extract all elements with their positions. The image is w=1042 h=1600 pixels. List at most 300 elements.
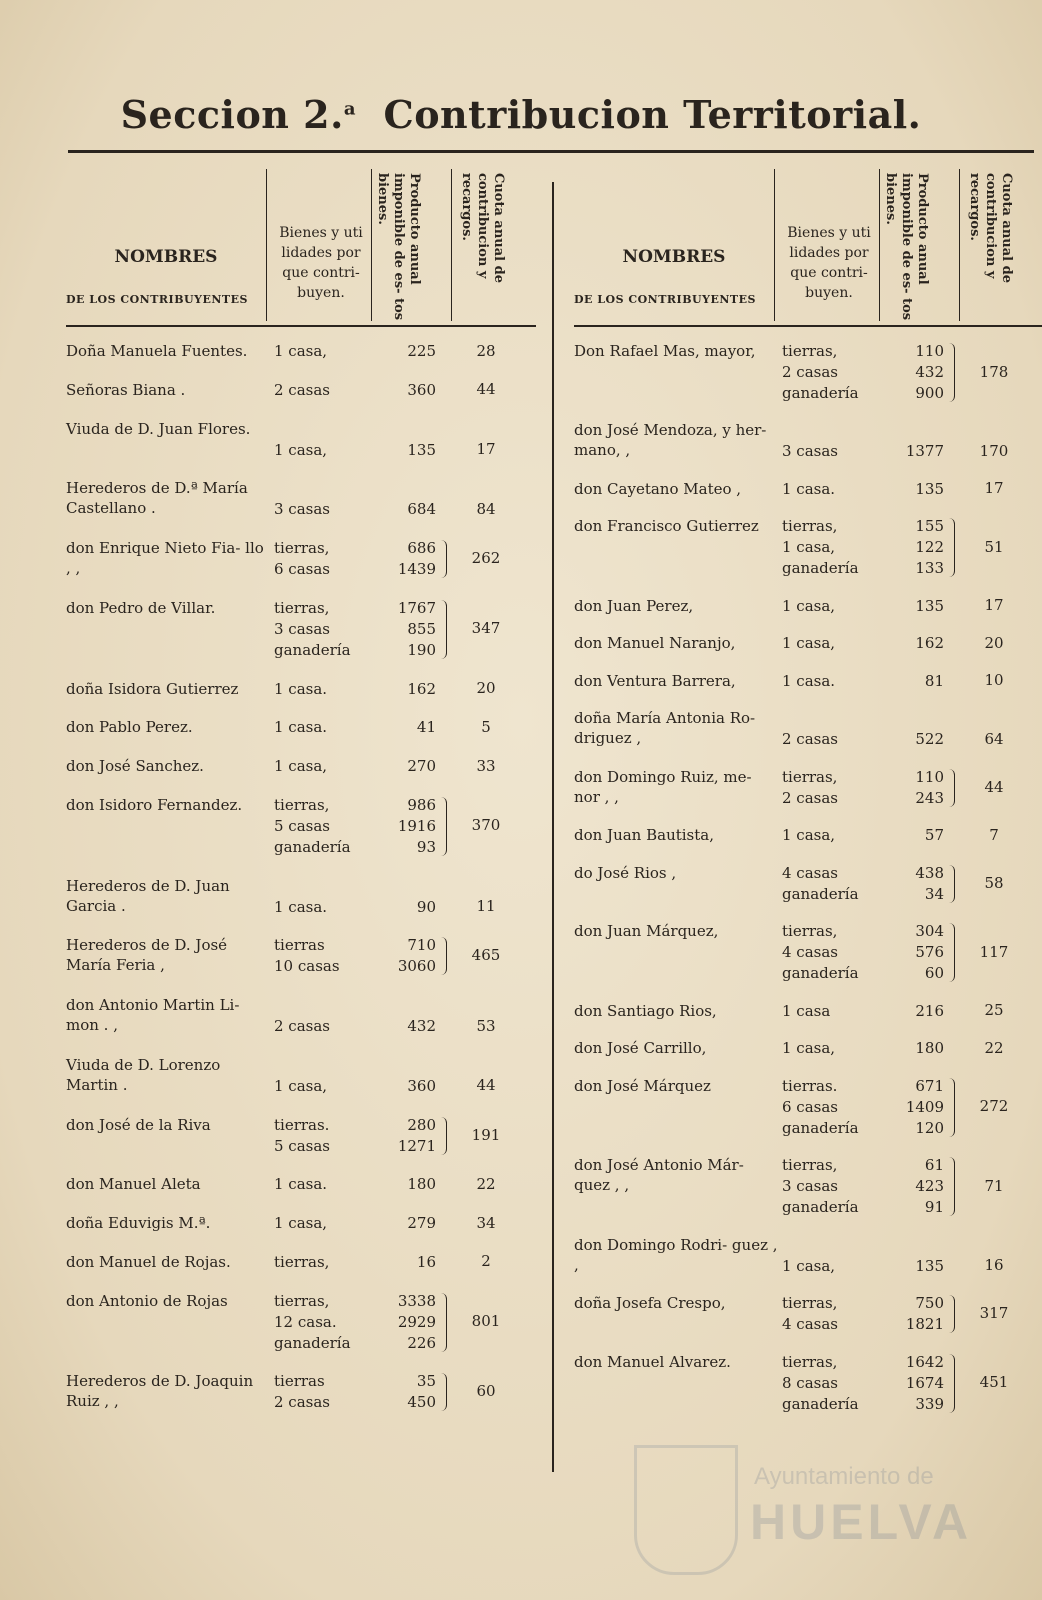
- goods-cell: [274, 538, 384, 580]
- goods-item: 1 casa.: [782, 479, 836, 498]
- contributor-name: Herederos de D. José María Feria ,: [66, 936, 228, 975]
- goods-item: 1 casa,: [274, 440, 328, 459]
- goods-cell: [274, 499, 384, 520]
- quota-value: 44: [476, 1076, 496, 1095]
- brace-icon: [946, 923, 955, 982]
- quota-value: 11: [476, 897, 496, 915]
- brace-icon: [946, 518, 955, 577]
- quota-value: 53: [476, 1016, 496, 1035]
- brace-icon: [946, 343, 955, 402]
- goods-item: 1 casa,: [782, 826, 836, 845]
- product-cell: [886, 1352, 944, 1415]
- product-value: 16: [416, 1252, 436, 1271]
- goods-item: 6 casas: [274, 560, 330, 578]
- contributor-name: don Juan Perez,: [574, 596, 694, 615]
- brace-icon: [438, 797, 447, 856]
- product-value: 93: [416, 837, 436, 856]
- quota-value: 178: [979, 362, 1009, 381]
- header-divider: [451, 169, 452, 321]
- product-value: 671: [915, 1076, 944, 1095]
- product-value: 1271: [397, 1136, 436, 1155]
- contributor-name: don Isidoro Fernandez.: [66, 795, 243, 814]
- goods-cell: [274, 897, 384, 918]
- quota-value: 34: [476, 1213, 496, 1232]
- contributor-name: don José Mendoza, y her- mano, ,: [574, 421, 767, 460]
- product-value: 360: [407, 380, 436, 399]
- product-value: 1674: [905, 1373, 944, 1392]
- contributor-name: doña María Antonia Ro- driguez ,: [574, 709, 756, 748]
- product-cell: [378, 598, 436, 661]
- goods-item: 1 casa,: [274, 757, 328, 775]
- contributor-name: doña Eduvigis M.ª.: [66, 1214, 211, 1232]
- product-value: 438: [915, 863, 944, 882]
- quota-value: 191: [471, 1125, 501, 1144]
- goods-cell: [274, 679, 384, 700]
- product-cell: [378, 499, 436, 520]
- contributor-name: Don Rafael Mas, mayor,: [574, 342, 756, 360]
- contributor-name: don Cayetano Mateo ,: [574, 479, 742, 498]
- product-cell: [378, 538, 436, 580]
- product-cell: [886, 863, 944, 905]
- goods-item: 1 casa.: [782, 671, 836, 690]
- goods-item: 1 casa,: [782, 1039, 836, 1058]
- quota-value: 60: [476, 1382, 496, 1401]
- header-names-sub: DE LOS CONTRIBUYENTES: [574, 293, 756, 306]
- header-divider: [371, 169, 372, 321]
- product-value: 1409: [905, 1097, 944, 1116]
- goods-cell: [782, 1038, 892, 1059]
- contributor-name: don Pedro de Villar.: [66, 598, 216, 617]
- contributor-name: Herederos de D.ª María Castellano .: [66, 479, 248, 518]
- goods-item: 2 casas: [274, 380, 330, 399]
- goods-item: tierras,: [782, 1156, 838, 1175]
- title-sub: Contribucion Territorial.: [383, 92, 922, 137]
- product-value: 576: [915, 943, 944, 962]
- goods-cell: [274, 1213, 384, 1234]
- goods-item: 5 casas: [274, 816, 330, 835]
- product-value: 900: [915, 384, 944, 402]
- goods-cell: [782, 1352, 892, 1415]
- product-cell: [378, 1213, 436, 1234]
- product-cell: [886, 1293, 944, 1335]
- contributor-name: do José Rios ,: [574, 863, 677, 882]
- product-cell: [378, 795, 436, 858]
- goods-item: 10 casas: [274, 957, 340, 976]
- contributor-name: don Domingo Ruiz, me- nor , ,: [574, 767, 752, 806]
- goods-item: 1 casa,: [274, 1076, 328, 1095]
- goods-cell: [274, 598, 384, 661]
- goods-item: tierras,: [274, 795, 330, 814]
- product-value: 135: [407, 440, 436, 459]
- product-cell: [886, 825, 944, 846]
- product-cell: [378, 1252, 436, 1273]
- product-value: 120: [915, 1118, 944, 1137]
- product-cell: [378, 679, 436, 700]
- product-value: 135: [915, 1256, 944, 1275]
- product-cell: [886, 441, 944, 462]
- contributor-name: don Antonio Martin Li- mon . ,: [66, 996, 240, 1034]
- product-value: 1642: [905, 1352, 944, 1371]
- goods-item: 1 casa,: [274, 342, 328, 360]
- product-value: 122: [915, 538, 944, 557]
- goods-item: tierras.: [274, 1115, 330, 1134]
- product-cell: [378, 341, 436, 362]
- quota-value: 10: [984, 671, 1004, 690]
- goods-cell: [782, 863, 892, 905]
- goods-item: 1 casa,: [274, 1214, 328, 1232]
- product-value: 423: [915, 1177, 944, 1196]
- goods-item: 1 casa.: [274, 1175, 328, 1194]
- product-cell: [378, 935, 436, 977]
- quota-value: 71: [984, 1176, 1004, 1195]
- goods-item: 6 casas: [782, 1097, 838, 1116]
- header-cuota: Cuota anual de contribucion y recargos.: [459, 173, 506, 283]
- product-value: 91: [924, 1198, 944, 1217]
- product-value: 41: [416, 718, 436, 737]
- quota-value: 20: [476, 679, 496, 697]
- product-cell: [886, 767, 944, 809]
- goods-item: ganadería: [782, 1118, 859, 1137]
- product-value: 855: [407, 619, 436, 638]
- quota-value: 2: [481, 1252, 491, 1271]
- goods-cell: [274, 1016, 384, 1037]
- product-value: 339: [915, 1394, 944, 1413]
- quota-value: 5: [481, 717, 491, 736]
- product-value: 686: [407, 539, 436, 557]
- product-value: 162: [407, 679, 436, 698]
- contributor-name: don Manuel Naranjo,: [574, 634, 736, 653]
- goods-cell: [274, 795, 384, 858]
- goods-cell: [274, 1252, 384, 1273]
- title-sup: a: [343, 98, 356, 120]
- goods-item: ganadería: [782, 1394, 859, 1413]
- goods-item: ganadería: [782, 884, 859, 903]
- quota-value: 58: [984, 873, 1004, 892]
- quota-value: 22: [984, 1038, 1004, 1057]
- contributor-name: doña Josefa Crespo,: [574, 1294, 726, 1313]
- quota-value: 22: [476, 1174, 496, 1193]
- quota-value: 17: [984, 596, 1004, 615]
- contributor-name: Viuda de D. Juan Flores.: [66, 419, 251, 438]
- product-value: 190: [407, 640, 436, 659]
- goods-item: tierras.: [782, 1076, 838, 1095]
- quota-value: 64: [984, 729, 1004, 748]
- product-value: 432: [407, 1017, 436, 1035]
- brace-icon: [438, 937, 447, 975]
- contributor-name: don Manuel Alvarez.: [574, 1352, 731, 1371]
- goods-item: 1 casa.: [274, 718, 328, 737]
- contributor-name: don Antonio de Rojas: [66, 1291, 228, 1310]
- product-cell: [378, 1076, 436, 1097]
- contributor-name: don Pablo Perez.: [66, 718, 193, 737]
- goods-item: 1 casa,: [782, 1256, 836, 1275]
- goods-item: 4 casas: [782, 863, 838, 882]
- quota-value: 25: [984, 1001, 1004, 1020]
- goods-cell: [782, 671, 892, 692]
- contributor-name: Doña Manuela Fuentes.: [66, 342, 248, 360]
- goods-item: tierras: [274, 1372, 325, 1391]
- goods-cell: [782, 1155, 892, 1218]
- goods-item: 3 casas: [782, 1177, 838, 1196]
- page-title: [0, 92, 1042, 137]
- product-value: 1916: [397, 816, 436, 835]
- quota-value: 317: [979, 1304, 1009, 1323]
- goods-cell: [782, 1256, 892, 1277]
- product-value: 243: [915, 788, 944, 807]
- title-main: Seccion 2.: [120, 92, 344, 137]
- quota-value: 451: [979, 1373, 1009, 1392]
- watermark: [628, 1445, 1028, 1575]
- product-value: 135: [915, 479, 944, 498]
- header-divider: [879, 169, 880, 321]
- product-value: 81: [924, 671, 944, 690]
- product-value: 180: [407, 1175, 436, 1194]
- product-value: 270: [407, 757, 436, 775]
- contributor-name: don Santiago Rios,: [574, 1001, 717, 1020]
- quota-value: 262: [471, 549, 501, 567]
- quota-value: 16: [984, 1256, 1004, 1275]
- contributor-name: doña Isidora Gutierrez: [66, 679, 239, 698]
- product-value: 3060: [397, 957, 436, 976]
- goods-cell: [274, 1174, 384, 1195]
- product-value: 35: [416, 1372, 436, 1391]
- goods-cell: [782, 1001, 892, 1022]
- watermark-line1: Ayuntamiento de: [754, 1463, 934, 1490]
- product-value: 155: [915, 517, 944, 536]
- brace-icon: [438, 600, 447, 659]
- product-value: 3338: [397, 1291, 436, 1310]
- header-cuota: Cuota anual de contribucion y recargos.: [967, 173, 1014, 283]
- goods-item: 1 casa.: [274, 679, 328, 698]
- product-value: 280: [407, 1115, 436, 1134]
- brace-icon: [946, 769, 955, 807]
- product-cell: [886, 671, 944, 692]
- quota-value: 17: [984, 479, 1004, 498]
- goods-cell: [274, 1076, 384, 1097]
- goods-cell: [782, 729, 892, 750]
- goods-item: 1 casa,: [782, 538, 836, 557]
- brace-icon: [438, 1373, 447, 1411]
- contributor-name: don José Carrillo,: [574, 1039, 707, 1058]
- contributor-name: don Manuel Aleta: [66, 1175, 201, 1194]
- brace-icon: [946, 1157, 955, 1216]
- product-cell: [378, 1291, 436, 1354]
- goods-item: 2 casas: [782, 788, 838, 807]
- goods-cell: [782, 921, 892, 984]
- brace-icon: [946, 865, 955, 903]
- product-cell: [886, 1038, 944, 1059]
- contributor-name: don Domingo Rodri- guez , ,: [574, 1235, 778, 1274]
- quota-value: 28: [476, 341, 496, 360]
- goods-cell: [274, 1291, 384, 1354]
- product-value: 750: [915, 1294, 944, 1313]
- brace-icon: [438, 1293, 447, 1352]
- goods-item: 2 casas: [274, 1017, 330, 1035]
- goods-item: ganadería: [274, 1333, 351, 1352]
- right-table: [574, 165, 1042, 1413]
- contributor-name: don José Márquez: [574, 1076, 711, 1095]
- coat-of-arms-icon: [634, 1445, 738, 1575]
- column-divider: [552, 182, 554, 1472]
- brace-icon: [946, 1295, 955, 1333]
- product-cell: [378, 1016, 436, 1037]
- quota-value: 20: [984, 633, 1004, 652]
- product-cell: [886, 729, 944, 750]
- goods-cell: [782, 596, 892, 617]
- goods-item: 1 casa,: [782, 634, 836, 653]
- goods-item: 5 casas: [274, 1136, 330, 1155]
- product-cell: [886, 633, 944, 654]
- product-cell: [886, 596, 944, 617]
- header-bienes: Bienes y uti lidades por que contri- buyen.: [279, 225, 363, 301]
- goods-item: 3 casas: [274, 500, 330, 519]
- quota-value: 801: [471, 1312, 501, 1330]
- header-divider: [266, 169, 267, 321]
- goods-item: tierras,: [782, 922, 838, 941]
- product-value: 225: [407, 342, 436, 360]
- header-names: NOMBRES: [114, 247, 218, 267]
- goods-item: tierras,: [782, 1294, 838, 1313]
- goods-item: tierras: [274, 936, 325, 955]
- goods-item: 2 casas: [782, 363, 838, 381]
- product-value: 180: [915, 1039, 944, 1058]
- goods-item: 3 casas: [274, 619, 330, 638]
- header-names-sub: DE LOS CONTRIBUYENTES: [66, 293, 248, 306]
- contributor-name: don Ventura Barrera,: [574, 671, 736, 690]
- contributor-name: don José Antonio Már- quez , ,: [574, 1156, 744, 1195]
- product-cell: [378, 897, 436, 918]
- product-value: 133: [915, 559, 944, 578]
- goods-cell: [782, 1293, 892, 1335]
- product-value: 61: [924, 1156, 944, 1175]
- product-cell: [886, 1256, 944, 1277]
- goods-cell: [274, 1371, 384, 1413]
- contributor-name: don Enrique Nieto Fia- llo , ,: [66, 539, 264, 577]
- goods-item: ganadería: [782, 559, 859, 578]
- goods-item: 3 casas: [782, 442, 838, 461]
- goods-cell: [782, 516, 892, 579]
- goods-cell: [274, 756, 384, 777]
- product-value: 226: [407, 1333, 436, 1352]
- goods-cell: [782, 633, 892, 654]
- goods-item: 4 casas: [782, 943, 838, 962]
- contributor-name: Herederos de D. Juan Garcia .: [66, 876, 230, 915]
- goods-cell: [782, 825, 892, 846]
- brace-icon: [946, 1078, 955, 1137]
- contributor-name: don Juan Márquez,: [574, 922, 719, 941]
- goods-item: ganadería: [274, 640, 351, 659]
- goods-item: 1 casa: [782, 1001, 831, 1020]
- product-cell: [886, 1076, 944, 1139]
- contributor-name: don José de la Riva: [66, 1115, 211, 1134]
- right-table-header: [574, 165, 1042, 327]
- contributor-name: don José Sanchez.: [66, 757, 204, 775]
- product-value: 710: [407, 936, 436, 955]
- goods-item: tierras,: [782, 517, 838, 536]
- contributor-name: don Manuel de Rojas.: [66, 1252, 231, 1271]
- product-value: 57: [924, 826, 944, 845]
- goods-item: 1 casa,: [782, 596, 836, 615]
- goods-cell: [782, 1076, 892, 1139]
- product-cell: [886, 516, 944, 579]
- quota-value: 370: [471, 816, 501, 835]
- quota-value: 117: [979, 942, 1009, 961]
- goods-cell: [274, 341, 384, 362]
- product-value: 522: [915, 730, 944, 749]
- goods-cell: [782, 767, 892, 809]
- goods-item: tierras,: [782, 1352, 838, 1371]
- product-cell: [378, 756, 436, 777]
- goods-item: tierras,: [274, 598, 330, 617]
- product-value: 90: [416, 897, 436, 916]
- product-value: 684: [407, 500, 436, 519]
- product-value: 279: [407, 1214, 436, 1232]
- product-cell: [886, 1155, 944, 1218]
- product-cell: [378, 380, 436, 401]
- product-cell: [378, 1115, 436, 1157]
- goods-item: 2 casas: [274, 1393, 330, 1412]
- product-value: 34: [924, 884, 944, 903]
- brace-icon: [946, 1354, 955, 1413]
- header-bienes: Bienes y uti lidades por que contri- buyen.: [787, 225, 871, 301]
- quota-value: 170: [979, 441, 1009, 460]
- quota-value: 33: [476, 756, 496, 775]
- quota-value: 17: [476, 440, 496, 458]
- quota-value: 272: [979, 1097, 1009, 1116]
- goods-cell: [274, 380, 384, 401]
- brace-icon: [438, 540, 447, 578]
- product-cell: [378, 717, 436, 738]
- goods-cell: [274, 935, 384, 977]
- goods-item: 2 casas: [782, 730, 838, 749]
- contributor-name: Viuda de D. Lorenzo Martin .: [66, 1055, 221, 1094]
- goods-cell: [782, 441, 892, 462]
- product-cell: [886, 341, 944, 404]
- header-names: NOMBRES: [622, 247, 726, 267]
- goods-item: tierras,: [274, 1291, 330, 1310]
- goods-item: 4 casas: [782, 1315, 838, 1334]
- product-value: 1439: [397, 560, 436, 578]
- product-value: 1767: [397, 598, 436, 617]
- watermark-line2: HUELVA: [750, 1494, 973, 1550]
- product-value: 432: [915, 363, 944, 381]
- quota-value: 465: [471, 946, 501, 965]
- goods-item: ganadería: [782, 964, 859, 983]
- product-cell: [886, 479, 944, 500]
- product-value: 162: [915, 634, 944, 653]
- goods-item: tierras,: [274, 539, 330, 557]
- quota-value: 44: [984, 777, 1004, 796]
- product-cell: [378, 1371, 436, 1413]
- goods-item: tierras,: [274, 1252, 330, 1271]
- header-divider: [959, 169, 960, 321]
- goods-item: 8 casas: [782, 1373, 838, 1392]
- contributor-name: Señoras Biana .: [66, 380, 186, 399]
- goods-cell: [782, 479, 892, 500]
- product-value: 360: [407, 1076, 436, 1095]
- goods-item: 12 casa.: [274, 1312, 337, 1331]
- product-cell: [886, 921, 944, 984]
- product-value: 110: [915, 767, 944, 786]
- goods-cell: [782, 341, 892, 404]
- product-value: 1377: [905, 442, 944, 461]
- goods-item: tierras,: [782, 767, 838, 786]
- product-value: 1821: [905, 1315, 944, 1334]
- goods-item: 1 casa.: [274, 897, 328, 916]
- quota-value: 7: [989, 825, 999, 844]
- product-cell: [378, 440, 436, 461]
- quota-value: 347: [471, 619, 501, 638]
